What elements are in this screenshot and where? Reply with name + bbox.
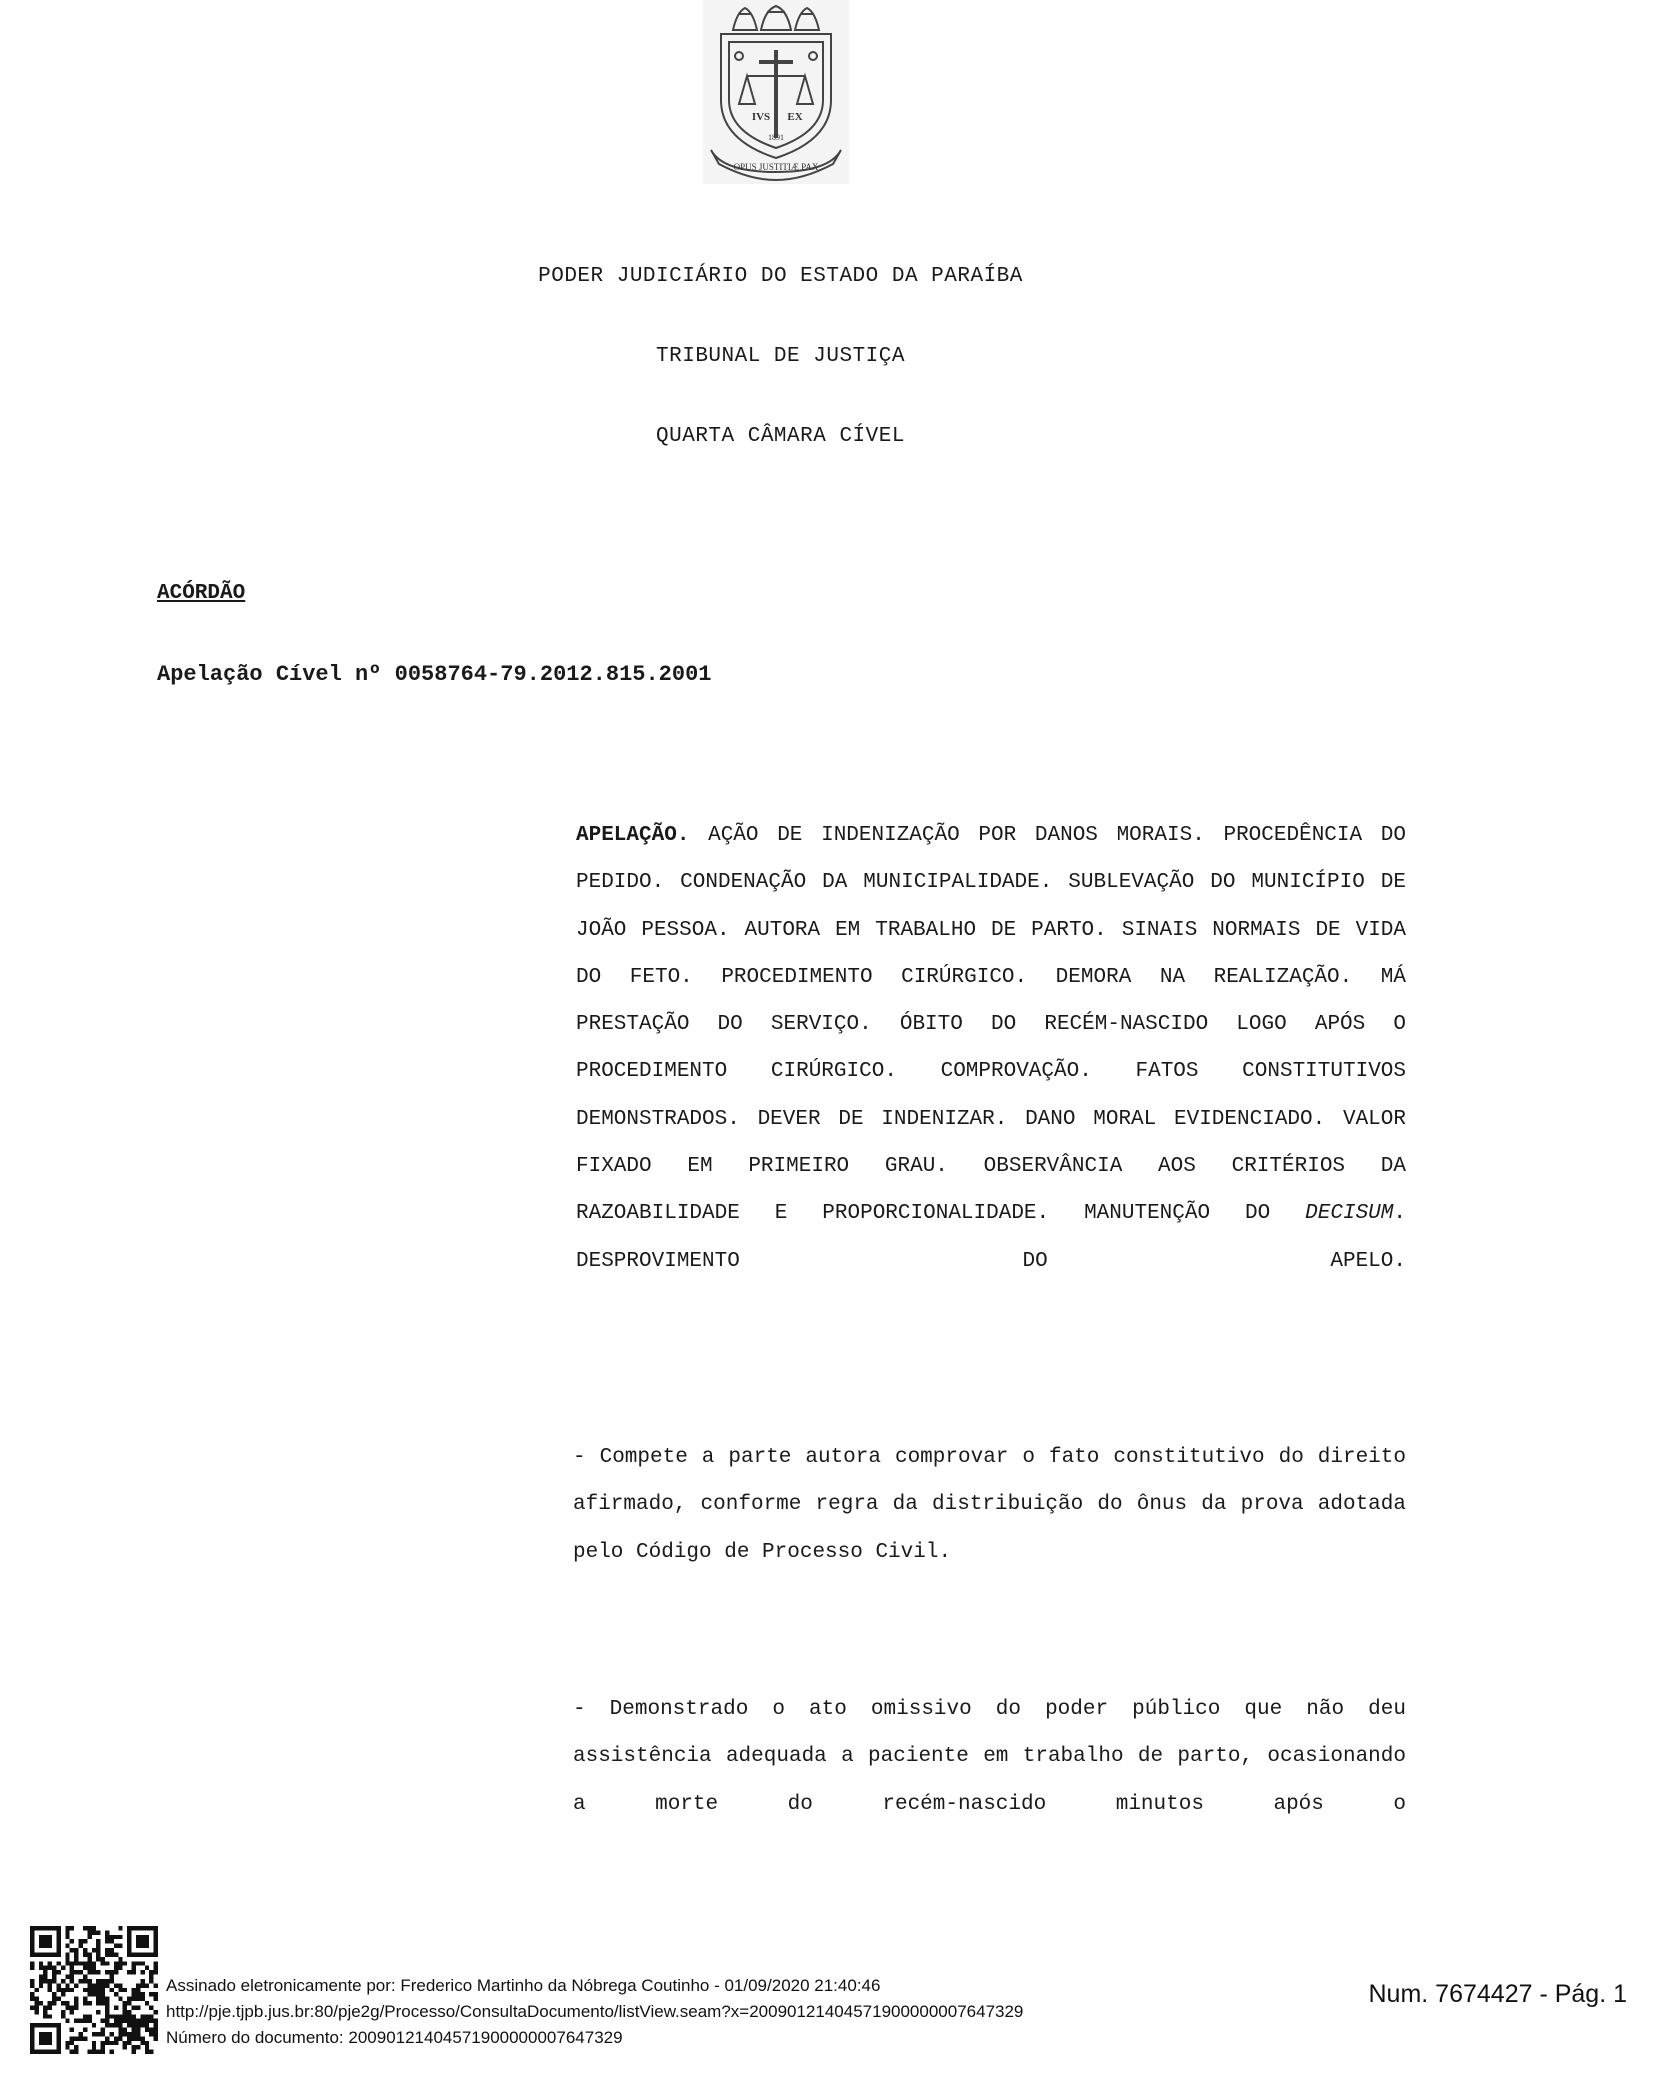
paragraph-text: - Compete a parte autora comprovar o fato constitutivo do direito afirmado, conforme regra da distribuição do ônus da prova adotada pelo Código de Processo Civil. — [573, 1446, 1406, 1564]
seal-letters-right: EX — [787, 111, 803, 123]
paragraph-omission — [573, 1686, 1406, 1828]
document-type-heading: ACÓRDÃO — [157, 582, 246, 605]
ementa-lead: APELAÇÃO. — [576, 824, 690, 847]
document-number: Número do documento: 20090121404571900000007647329 — [166, 2028, 623, 2047]
seal-letters-left: IVS — [751, 111, 771, 123]
header-judiciary: PODER JUDICIÁRIO DO ESTADO DA PARAÍBA — [538, 265, 1023, 288]
ementa-italic-term: DECISUM — [1305, 1202, 1394, 1226]
signature-line: Assinado eletronicamente por: Frederico Martinho da Nóbrega Coutinho - 01/09/2020 21:40:46 — [166, 1976, 881, 1995]
page-number: Num. 7674427 - Pág. 1 — [1368, 1980, 1627, 2008]
qr-code — [30, 1926, 158, 2054]
paragraph-burden-of-proof — [573, 1434, 1406, 1576]
header-tribunal: TRIBUNAL DE JUSTIÇA — [656, 345, 905, 368]
ementa-body: AÇÃO DE INDENIZAÇÃO POR DANOS MORAIS. PROCEDÊNCIA DO PEDIDO. CONDENAÇÃO DA MUNICIPALIDADE. SUBLEVAÇÃO DO MUNICÍPIO DE JOÃO PESSOA. AUTORA EM TRABALHO DE PARTO. SINAIS NORMAIS DE VIDA DO FETO. PROCEDIMENTO CIRÚRGICO. DEMORA NA REALIZAÇÃO. MÁ PRESTAÇÃO DO SERVIÇO. ÓBITO DO RECÉM-NASCIDO LOGO APÓS O PROCEDIMENTO CIRÚRGICO. COMPROVAÇÃO. FATOS CONSTITUTIVOS DEMONSTRADOS. DEVER DE INDENIZAR. DANO MORAL EVIDENCIADO. VALOR FIXADO EM PRIMEIRO GRAU. OBSERVÂNCIA AOS CRITÉRIOS DA RAZOABILIDADE E PROPORCIONALIDADE. MANUTENÇÃO DO — [576, 824, 1406, 1226]
header-chamber: QUARTA CÂMARA CÍVEL — [656, 425, 905, 448]
ementa-body-end: . DESPROVIMENTO DO APELO. — [576, 1202, 1406, 1273]
paragraph-text: - Demonstrado o ato omissivo do poder público que não deu assistência adequada a paciente em trabalho de parto, ocasionando a morte do recém-nascido minutos após o — [573, 1698, 1406, 1816]
seal-motto: OPUS JUSTITIÆ PAX — [733, 162, 819, 172]
court-seal-logo — [703, 0, 849, 184]
ementa-summary — [576, 812, 1406, 1285]
document-url[interactable]: http://pje.tjpb.jus.br:80/pje2g/Processo/ConsultaDocumento/listView.seam?x=20090121404571900000007647329 — [166, 2002, 1024, 2021]
case-number: Apelação Cível nº 0058764-79.2012.815.2001 — [157, 662, 712, 687]
seal-year: 1891 — [768, 133, 784, 142]
